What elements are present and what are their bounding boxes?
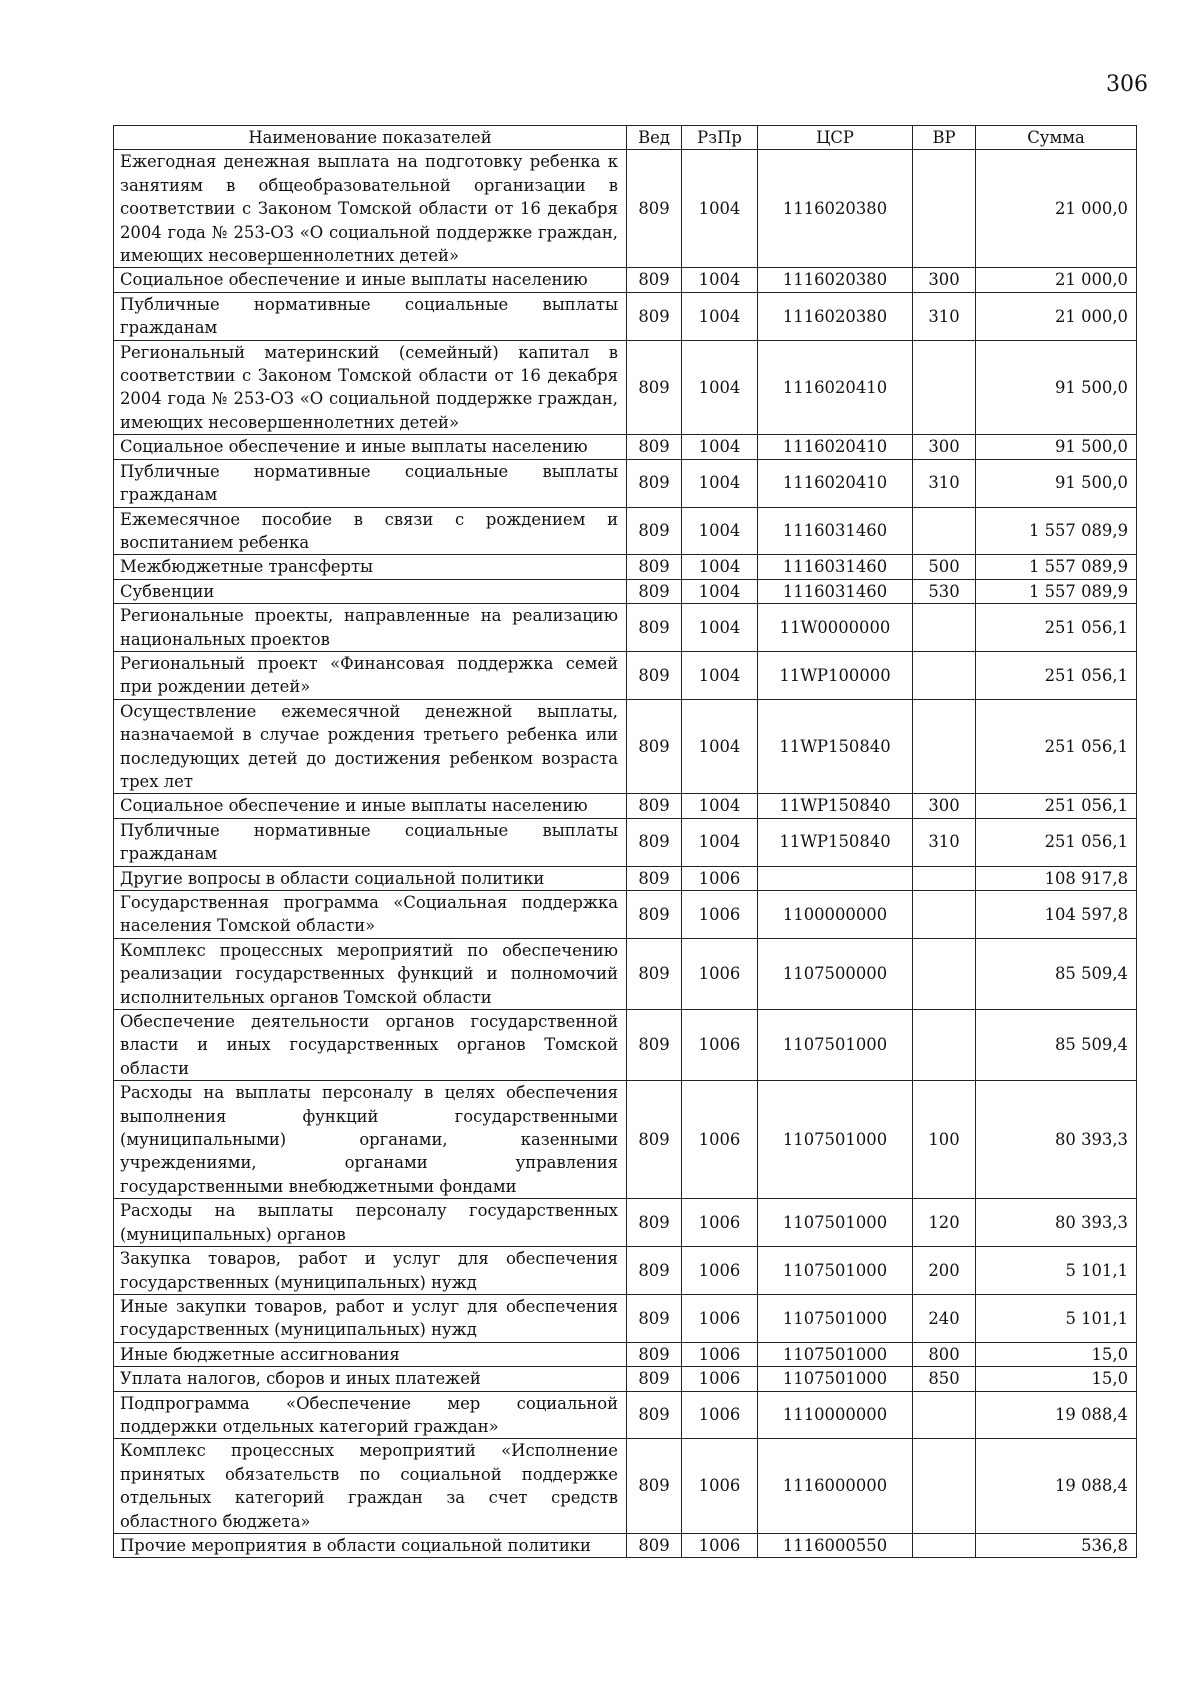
row-vr: 100 — [913, 1081, 976, 1199]
row-name: Комплекс процессных мероприятий «Исполнение принятых обязательств по социальной поддержке отдельных категорий граждан за счет средств областного бюджета» — [114, 1439, 627, 1534]
row-sum: 251 056,1 — [976, 794, 1137, 818]
row-ved: 809 — [627, 459, 682, 507]
table-row — [114, 1294, 1137, 1342]
table-row — [114, 818, 1137, 866]
row-sum: 15,0 — [976, 1367, 1137, 1391]
row-sum: 251 056,1 — [976, 651, 1137, 699]
table-row — [114, 268, 1137, 292]
row-csr: 1107501000 — [758, 1294, 913, 1342]
row-vr: 310 — [913, 818, 976, 866]
row-csr: 1107501000 — [758, 1342, 913, 1366]
row-rzpr: 1006 — [682, 1367, 758, 1391]
row-name: Уплата налогов, сборов и иных платежей — [114, 1367, 627, 1391]
row-vr — [913, 1533, 976, 1557]
row-sum: 1 557 089,9 — [976, 579, 1137, 603]
row-sum: 80 393,3 — [976, 1199, 1137, 1247]
row-ved: 809 — [627, 268, 682, 292]
row-name: Межбюджетные трансферты — [114, 555, 627, 579]
row-ved: 809 — [627, 1010, 682, 1081]
row-name: Расходы на выплаты персоналу в целях обеспечения выполнения функций государственными (муниципальными) органами, казенными учреждениями, органами управления государственными внебюджетными фондами — [114, 1081, 627, 1199]
row-name: Социальное обеспечение и иные выплаты населению — [114, 435, 627, 459]
table-body — [114, 150, 1137, 1558]
row-rzpr: 1004 — [682, 794, 758, 818]
row-name: Прочие мероприятия в области социальной политики — [114, 1533, 627, 1557]
row-vr — [913, 938, 976, 1009]
row-ved: 809 — [627, 1533, 682, 1557]
row-sum: 21 000,0 — [976, 292, 1137, 340]
row-rzpr: 1004 — [682, 818, 758, 866]
row-name: Другие вопросы в области социальной политики — [114, 866, 627, 890]
row-sum: 91 500,0 — [976, 459, 1137, 507]
row-sum: 15,0 — [976, 1342, 1137, 1366]
row-ved: 809 — [627, 794, 682, 818]
row-csr: 1116000550 — [758, 1533, 913, 1557]
row-vr — [913, 507, 976, 555]
row-sum: 104 597,8 — [976, 891, 1137, 939]
row-csr: 11WP150840 — [758, 818, 913, 866]
table-row — [114, 1439, 1137, 1534]
row-rzpr: 1004 — [682, 651, 758, 699]
row-sum: 19 088,4 — [976, 1439, 1137, 1534]
page-number: 306 — [1106, 72, 1148, 97]
row-csr: 11WP150840 — [758, 699, 913, 794]
row-name: Комплекс процессных мероприятий по обеспечению реализации государственных функций и полномочий исполнительных органов Томской области — [114, 938, 627, 1009]
row-rzpr: 1004 — [682, 150, 758, 268]
row-csr: 1116020410 — [758, 459, 913, 507]
row-ved: 809 — [627, 891, 682, 939]
row-name: Осуществление ежемесячной денежной выплаты, назначаемой в случае рождения третьего ребенка или последующих детей до достижения ребенком возраста трех лет — [114, 699, 627, 794]
row-name: Субвенции — [114, 579, 627, 603]
row-vr — [913, 1391, 976, 1439]
row-rzpr: 1006 — [682, 1294, 758, 1342]
row-rzpr: 1004 — [682, 268, 758, 292]
row-csr: 1116031460 — [758, 579, 913, 603]
row-ved: 809 — [627, 1439, 682, 1534]
row-vr: 300 — [913, 435, 976, 459]
row-ved: 809 — [627, 507, 682, 555]
row-rzpr: 1004 — [682, 435, 758, 459]
row-rzpr: 1006 — [682, 1439, 758, 1534]
header-rzpr: РзПр — [682, 126, 758, 150]
row-csr: 11WP100000 — [758, 651, 913, 699]
row-rzpr: 1006 — [682, 1199, 758, 1247]
row-sum: 251 056,1 — [976, 699, 1137, 794]
row-csr: 1116020380 — [758, 268, 913, 292]
row-vr — [913, 340, 976, 435]
row-sum: 91 500,0 — [976, 340, 1137, 435]
row-sum: 1 557 089,9 — [976, 555, 1137, 579]
row-ved: 809 — [627, 340, 682, 435]
table-row — [114, 555, 1137, 579]
table-row — [114, 150, 1137, 268]
row-vr — [913, 150, 976, 268]
row-rzpr: 1004 — [682, 579, 758, 603]
table-row — [114, 507, 1137, 555]
row-ved: 809 — [627, 292, 682, 340]
row-csr: 1107501000 — [758, 1081, 913, 1199]
row-name: Региональный материнский (семейный) капитал в соответствии с Законом Томской области от 16 декабря 2004 года № 253-ОЗ «О социальной поддержке граждан, имеющих несовершеннолетних детей» — [114, 340, 627, 435]
row-ved: 809 — [627, 1294, 682, 1342]
header-vr: ВР — [913, 126, 976, 150]
row-rzpr: 1006 — [682, 938, 758, 1009]
row-rzpr: 1006 — [682, 866, 758, 890]
table-row — [114, 435, 1137, 459]
row-vr: 300 — [913, 268, 976, 292]
table-row — [114, 292, 1137, 340]
row-csr — [758, 866, 913, 890]
row-csr: 1107501000 — [758, 1247, 913, 1295]
row-csr: 1100000000 — [758, 891, 913, 939]
row-name: Публичные нормативные социальные выплаты гражданам — [114, 818, 627, 866]
header-ved: Вед — [627, 126, 682, 150]
row-csr: 1116020380 — [758, 150, 913, 268]
row-ved: 809 — [627, 866, 682, 890]
row-sum: 19 088,4 — [976, 1391, 1137, 1439]
row-name: Иные закупки товаров, работ и услуг для обеспечения государственных (муниципальных) нужд — [114, 1294, 627, 1342]
row-vr — [913, 866, 976, 890]
row-sum: 108 917,8 — [976, 866, 1137, 890]
header-sum: Сумма — [976, 126, 1137, 150]
row-name: Расходы на выплаты персоналу государственных (муниципальных) органов — [114, 1199, 627, 1247]
row-vr — [913, 1010, 976, 1081]
table-row — [114, 1391, 1137, 1439]
row-sum: 536,8 — [976, 1533, 1137, 1557]
row-rzpr: 1004 — [682, 340, 758, 435]
table-row — [114, 866, 1137, 890]
row-rzpr: 1006 — [682, 1247, 758, 1295]
row-sum: 21 000,0 — [976, 268, 1137, 292]
row-vr — [913, 891, 976, 939]
row-ved: 809 — [627, 579, 682, 603]
row-vr: 500 — [913, 555, 976, 579]
row-csr: 1107500000 — [758, 938, 913, 1009]
table-row — [114, 938, 1137, 1009]
row-vr — [913, 604, 976, 652]
table-row — [114, 891, 1137, 939]
row-name: Иные бюджетные ассигнования — [114, 1342, 627, 1366]
row-name: Публичные нормативные социальные выплаты гражданам — [114, 459, 627, 507]
row-vr: 120 — [913, 1199, 976, 1247]
table-row — [114, 459, 1137, 507]
row-rzpr: 1006 — [682, 1081, 758, 1199]
row-csr: 1116020380 — [758, 292, 913, 340]
table-row — [114, 651, 1137, 699]
row-sum: 85 509,4 — [976, 938, 1137, 1009]
row-ved: 809 — [627, 1247, 682, 1295]
row-ved: 809 — [627, 1391, 682, 1439]
budget-table — [113, 125, 1137, 1558]
row-name: Региональный проект «Финансовая поддержка семей при рождении детей» — [114, 651, 627, 699]
header-csr: ЦСР — [758, 126, 913, 150]
row-sum: 5 101,1 — [976, 1294, 1137, 1342]
row-rzpr: 1006 — [682, 1533, 758, 1557]
table-row — [114, 1342, 1137, 1366]
row-name: Ежемесячное пособие в связи с рождением и воспитанием ребенка — [114, 507, 627, 555]
row-rzpr: 1004 — [682, 292, 758, 340]
row-csr: 1107501000 — [758, 1010, 913, 1081]
row-name: Региональные проекты, направленные на реализацию национальных проектов — [114, 604, 627, 652]
row-vr — [913, 651, 976, 699]
table-row — [114, 1367, 1137, 1391]
row-vr: 310 — [913, 292, 976, 340]
row-ved: 809 — [627, 1367, 682, 1391]
table-row — [114, 579, 1137, 603]
row-sum: 251 056,1 — [976, 604, 1137, 652]
table-row — [114, 604, 1137, 652]
row-name: Социальное обеспечение и иные выплаты населению — [114, 794, 627, 818]
row-vr: 200 — [913, 1247, 976, 1295]
row-csr: 1116000000 — [758, 1439, 913, 1534]
row-rzpr: 1004 — [682, 604, 758, 652]
table-row — [114, 1247, 1137, 1295]
row-vr: 850 — [913, 1367, 976, 1391]
row-csr: 11W0000000 — [758, 604, 913, 652]
row-ved: 809 — [627, 1081, 682, 1199]
row-sum: 85 509,4 — [976, 1010, 1137, 1081]
row-csr: 1116031460 — [758, 555, 913, 579]
row-ved: 809 — [627, 699, 682, 794]
row-ved: 809 — [627, 651, 682, 699]
row-sum: 5 101,1 — [976, 1247, 1137, 1295]
row-csr: 1116020410 — [758, 340, 913, 435]
row-ved: 809 — [627, 1199, 682, 1247]
row-ved: 809 — [627, 150, 682, 268]
table-header-row — [114, 126, 1137, 150]
row-sum: 91 500,0 — [976, 435, 1137, 459]
table-row — [114, 794, 1137, 818]
table-row — [114, 1533, 1137, 1557]
row-csr: 1116020410 — [758, 435, 913, 459]
row-rzpr: 1004 — [682, 507, 758, 555]
table-row — [114, 1081, 1137, 1199]
row-ved: 809 — [627, 604, 682, 652]
row-vr: 300 — [913, 794, 976, 818]
table-row — [114, 340, 1137, 435]
row-csr: 1107501000 — [758, 1367, 913, 1391]
row-ved: 809 — [627, 555, 682, 579]
row-ved: 809 — [627, 818, 682, 866]
row-csr: 1107501000 — [758, 1199, 913, 1247]
row-csr: 1110000000 — [758, 1391, 913, 1439]
table-row — [114, 1010, 1137, 1081]
row-vr — [913, 1439, 976, 1534]
row-ved: 809 — [627, 1342, 682, 1366]
row-sum: 251 056,1 — [976, 818, 1137, 866]
row-ved: 809 — [627, 938, 682, 1009]
row-rzpr: 1006 — [682, 1010, 758, 1081]
row-rzpr: 1006 — [682, 891, 758, 939]
row-vr — [913, 699, 976, 794]
row-csr: 1116031460 — [758, 507, 913, 555]
row-name: Публичные нормативные социальные выплаты гражданам — [114, 292, 627, 340]
row-vr: 530 — [913, 579, 976, 603]
row-rzpr: 1004 — [682, 699, 758, 794]
row-vr: 800 — [913, 1342, 976, 1366]
row-vr: 240 — [913, 1294, 976, 1342]
row-name: Закупка товаров, работ и услуг для обеспечения государственных (муниципальных) нужд — [114, 1247, 627, 1295]
row-name: Обеспечение деятельности органов государственной власти и иных государственных органов Томской области — [114, 1010, 627, 1081]
row-rzpr: 1006 — [682, 1342, 758, 1366]
row-ved: 809 — [627, 435, 682, 459]
row-name: Подпрограмма «Обеспечение мер социальной поддержки отдельных категорий граждан» — [114, 1391, 627, 1439]
row-name: Социальное обеспечение и иные выплаты населению — [114, 268, 627, 292]
row-vr: 310 — [913, 459, 976, 507]
row-name: Государственная программа «Социальная поддержка населения Томской области» — [114, 891, 627, 939]
header-name: Наименование показателей — [114, 126, 627, 150]
row-sum: 1 557 089,9 — [976, 507, 1137, 555]
table-row — [114, 699, 1137, 794]
row-sum: 80 393,3 — [976, 1081, 1137, 1199]
row-rzpr: 1004 — [682, 459, 758, 507]
row-sum: 21 000,0 — [976, 150, 1137, 268]
row-rzpr: 1004 — [682, 555, 758, 579]
row-name: Ежегодная денежная выплата на подготовку ребенка к занятиям в общеобразовательной организации в соответствии с Законом Томской области от 16 декабря 2004 года № 253-ОЗ «О социальной поддержке граждан, имеющих несовершеннолетних детей» — [114, 150, 627, 268]
row-rzpr: 1006 — [682, 1391, 758, 1439]
table-row — [114, 1199, 1137, 1247]
row-csr: 11WP150840 — [758, 794, 913, 818]
